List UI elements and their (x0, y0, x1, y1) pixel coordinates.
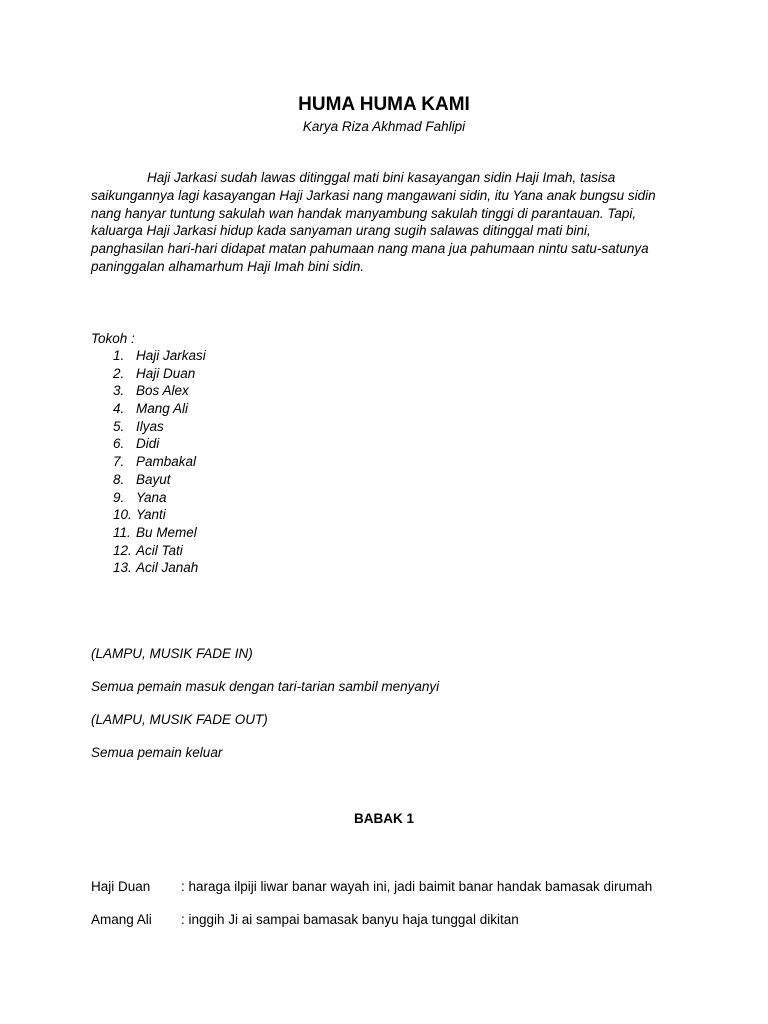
stage-direction: (LAMPU, MUSIK FADE IN) (91, 646, 253, 661)
list-item (91, 471, 171, 489)
list-number: 1. (113, 348, 125, 363)
synopsis-line: panghasilan hari-hari didapat matan pahumaan nang mana jua pahumaan nintu satu-satunya (91, 241, 649, 257)
stage-direction: Semua pemain masuk dengan tari-tarian sambil menyanyi (91, 679, 440, 694)
list-item (91, 365, 196, 383)
tokoh-label: Tokoh : (91, 331, 135, 346)
list-number: 9. (113, 489, 125, 505)
character-name: Acil Tati (136, 542, 183, 558)
character-name: Pambakal (136, 454, 197, 470)
synopsis-line: paninggalan alhamarhum Haji Imah bini sidin. (91, 258, 365, 274)
character-name: Haji Duan (136, 365, 196, 381)
character-name: Mang Ali (136, 401, 189, 417)
character-name: Haji Jarkasi (136, 348, 206, 363)
list-item (91, 489, 167, 507)
character-name: Acil Janah (136, 560, 199, 576)
dialogue-line: : inggih Ji ai sampai bamasak banyu haja tunggal dikitan (181, 912, 519, 927)
author-line: Karya Riza Akhmad Fahlipi (302, 119, 466, 134)
list-item (91, 559, 199, 577)
character-name: Yanti (136, 507, 166, 523)
synopsis-line: kaluarga Haji Jarkasi hidup kada sanyaman urang sugih salawas ditinggal mati bini, (91, 223, 591, 239)
stage-direction: (LAMPU, MUSIK FADE OUT) (91, 712, 268, 727)
character-name: Yana (136, 489, 167, 505)
list-number: 11. (113, 524, 131, 540)
list-number: 8. (113, 471, 125, 487)
list-number: 4. (113, 401, 125, 417)
babak-heading: BABAK 1 (353, 811, 414, 826)
list-item (91, 347, 206, 365)
list-item (91, 400, 189, 418)
speaker-name: Amang Ali (91, 912, 152, 927)
list-number: 5. (113, 418, 125, 434)
character-name: Bos Alex (136, 383, 189, 399)
character-name: Bayut (136, 471, 171, 487)
list-item (91, 542, 183, 560)
list-number: 2. (113, 365, 125, 381)
list-number: 13. (113, 560, 132, 576)
list-item (91, 435, 160, 453)
tokoh-list (91, 347, 206, 577)
list-number: 7. (113, 454, 125, 470)
list-number: 3. (113, 383, 125, 399)
synopsis-line: saikungannya lagi kasayangan Haji Jarkasi nang mangawani sidin, itu Yana anak bungsu sidin (91, 187, 656, 203)
stage-direction: Semua pemain keluar (91, 745, 223, 760)
list-number: 6. (113, 436, 125, 452)
character-name: Didi (136, 436, 160, 452)
dialogue-line: : haraga ilpiji liwar banar wayah ini, jadi baimit banar handak bamasak dirumah (181, 879, 653, 894)
character-name: Bu Memel (136, 524, 197, 540)
list-item (91, 418, 164, 436)
synopsis-line: Haji Jarkasi sudah lawas ditinggal mati bini kasayangan sidin Haji Imah, tasisa (147, 170, 616, 185)
character-name: Ilyas (136, 418, 164, 434)
list-item (91, 506, 166, 524)
synopsis-line: nang hanyar tuntung sakulah wan handak manyambung sakulah tinggi di parantauan. Tapi, (91, 205, 637, 221)
page-title: HUMA HUMA KAMI (298, 94, 470, 115)
list-item (91, 453, 197, 471)
synopsis-paragraph (91, 169, 681, 276)
list-number: 10. (113, 507, 132, 523)
speaker-name: Haji Duan (91, 879, 151, 894)
list-item (91, 524, 197, 542)
list-number: 12. (113, 542, 132, 558)
list-item (91, 382, 189, 400)
